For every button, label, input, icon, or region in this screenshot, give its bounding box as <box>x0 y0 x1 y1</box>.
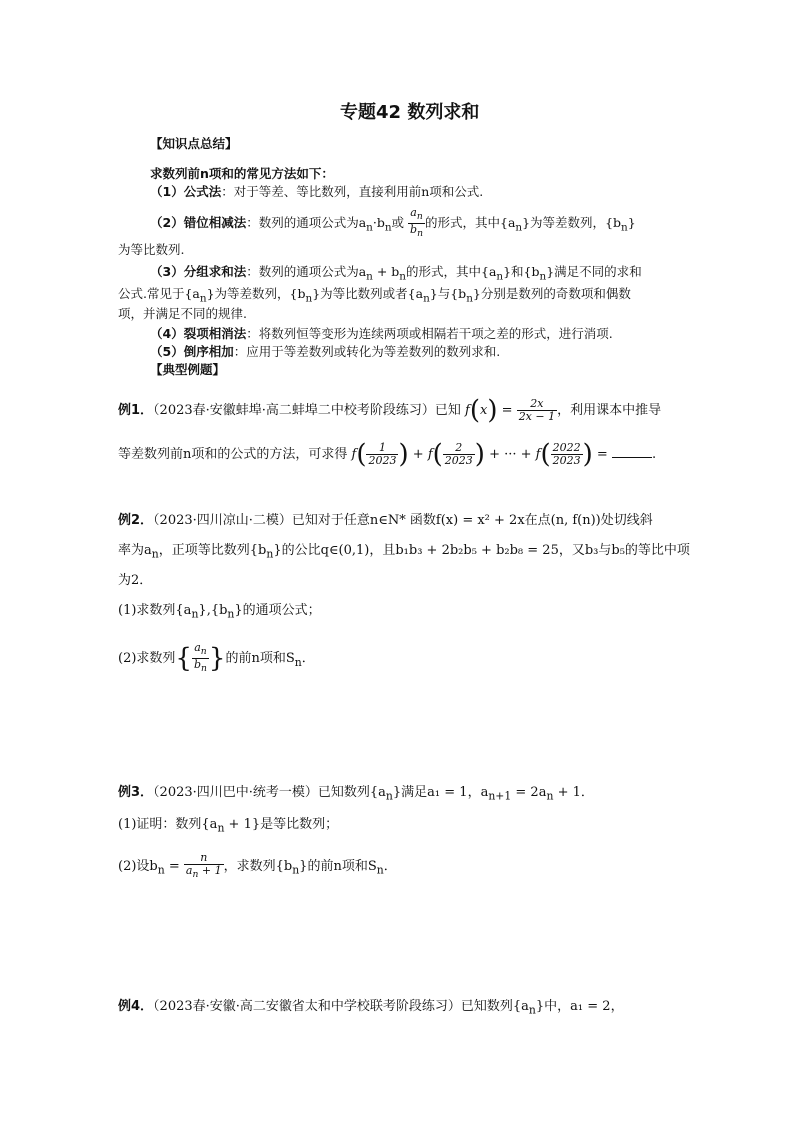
intro-line: 求数列前n项和的常见方法如下： <box>150 166 334 181</box>
method-1: （1）公式法：对于等差、等比数列，直接利用前n项和公式. <box>150 184 484 199</box>
page-title: 专题42 数列求和 <box>340 102 480 123</box>
method-2-cont: 为等比数列. <box>118 242 185 257</box>
example-3-line1: 例3．（2023·四川巴中·统考一模）已知数列$\{a_n\}$满足a₁ = 1，$a_{n+1} = 2a_n + 1$． <box>118 785 594 803</box>
example-4-line1: 例4．（2023春·安徽·高二安徽省太和中学校联考阶段练习）已知数列$\{a_n\}$中，a₁ = 2， <box>118 999 624 1017</box>
method-3-line2: 公式.常见于$\{a_n\}$为等差数列，$\{b_n\}$为等比数列或者$\{a_n\}$与$\{b_n\}$分别是数列的奇数项和偶数 <box>118 286 631 305</box>
example-3-question-2: (2)设$b_n$ = $\frac{n}{a_n + 1}$ ，求数列$\{b_n\}$的前n项和$S_n$． <box>118 851 397 881</box>
example-2-question-2: (2)求数列{ $\frac{a_n}{b_n}$ }的前n项和$S_n$． <box>118 641 315 675</box>
example-2-line1: 例2．（2023·四川凉山·二模）已知对于任意n∈N* 函数f(x) = x² + 2x在点(n, f(n))处切线斜 <box>118 513 653 528</box>
method-4: （4）裂项相消法：将数列恒等变形为连续两项或相隔若干项之差的形式，进行消项. <box>150 326 613 341</box>
example-1-line1: 例1．（2023春·安徽蚌埠·高二蚌埠二中校考阶段练习）已知 f(x) = $\frac{2x}{2x - 1}$ ，利用课本中推导 <box>118 395 662 426</box>
example-1-line2: 等差数列前n项和的公式的方法，可求得 f( $\frac{1}{2023}$ ) + f( $\frac{2}{2023}$ ) + ··· + f( $\frac{2022}{2023}$ ) = . <box>118 439 657 470</box>
fraction-an-over-bn: $\frac{a_n}{b_n}$ <box>193 641 207 675</box>
method-5: （5）倒序相加：应用于等差数列或转化为等差数列的数列求和. <box>150 344 501 359</box>
method-2: （2）错位相减法：数列的通项公式为$a_n\cdot b_n$或 $\frac{a_n}{b_n}$ 的形式，其中$\{a_n\}$为等差数列，$\{b_n\}$ <box>150 206 636 240</box>
example-2-question-1: (1)求数列$\{a_n\},\{b_n\}$的通项公式； <box>118 603 321 621</box>
fraction-n-over-an-plus-1: $\frac{n}{a_n + 1}$ <box>185 851 222 881</box>
section-heading-examples: 【典型例题】 <box>150 362 226 377</box>
fraction-an-bn: $\frac{a_n}{b_n}$ <box>410 206 423 240</box>
method-3-line3: 项，并满足不同的规律. <box>118 306 247 321</box>
example-2-line2: 率为$a_n$，正项等比数列$\{b_n\}$的公比q∈(0,1)，且b₁b₃ + 2b₂b₅ + b₂b₈ = 25，又b₃与b₅的等比中项 <box>118 543 690 561</box>
answer-blank[interactable] <box>612 457 652 458</box>
example-3-question-1: (1)证明：数列$\{a_n + 1\}$是等比数列； <box>118 817 339 835</box>
method-3-line1: （3）分组求和法：数列的通项公式为$a_n + b_n$的形式，其中$\{a_n\}$和$\{b_n\}$满足不同的求和 <box>150 264 642 283</box>
section-heading-knowledge: 【知识点总结】 <box>150 136 238 151</box>
example-2-line3: 为2． <box>118 573 153 588</box>
fraction-2x: $\frac{2x}{2x - 1}$ <box>518 397 556 423</box>
